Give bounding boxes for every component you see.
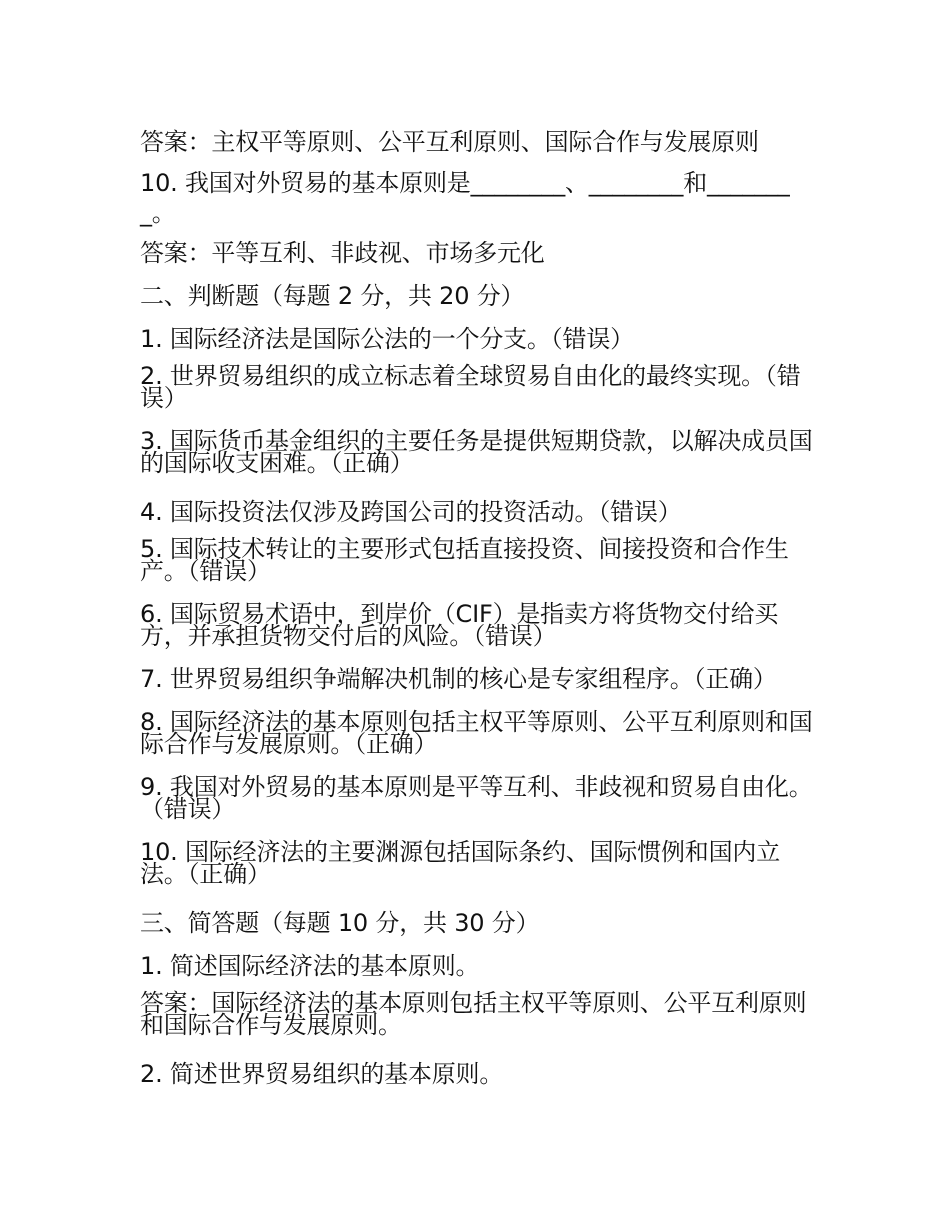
true-false-item-2: 2. 世界贸易组织的成立标志着全球贸易自由化的最终实现。（错误）: [140, 362, 801, 412]
document-body: [140, 125, 820, 1100]
true-false-item-1: 1. 国际经济法是国际公法的一个分支。（错误）: [140, 325, 634, 353]
short-answer-question-1: 1. 简述国际经济法的基本原则。: [140, 952, 480, 980]
true-false-item-5: 5. 国际技术转让的主要形式包括直接投资、间接投资和合作生产。（错误）: [140, 535, 789, 585]
short-answer-answer-1: 答案：国际经济法的基本原则包括主权平等原则、公平互利原则和国际合作与发展原则。: [140, 989, 807, 1039]
section-heading-true-false: 二、判断题（每题 2 分，共 20 分）: [140, 282, 525, 310]
true-false-item-6: 6. 国际贸易术语中，到岸价（CIF）是指卖方将货物交付给买方，并承担货物交付后的风险。（错误）: [140, 600, 779, 650]
true-false-item-10: 10. 国际经济法的主要渊源包括国际条约、国际惯例和国内立法。（正确）: [140, 838, 780, 888]
true-false-item-3: 3. 国际货币基金组织的主要任务是提供短期贷款，以解决成员国的国际收支困难。（正确）: [140, 427, 813, 477]
question-fill-blank-10: 10. 我国对外贸易的基本原则是________、________和________。: [140, 169, 790, 227]
section-heading-short-answer: 三、简答题（每题 10 分，共 30 分）: [140, 909, 540, 937]
true-false-item-8: 8. 国际经济法的基本原则包括主权平等原则、公平互利原则和国际合作与发展原则。（正确）: [140, 708, 813, 758]
true-false-item-7: 7. 世界贸易组织争端解决机制的核心是专家组程序。（正确）: [140, 665, 777, 693]
answer-line-q9: 答案：主权平等原则、公平互利原则、国际合作与发展原则: [140, 128, 759, 156]
answer-line-q10: 答案：平等互利、非歧视、市场多元化: [140, 239, 545, 267]
true-false-item-9: 9. 我国对外贸易的基本原则是平等互利、非歧视和贸易自由化。（错误）: [140, 773, 813, 823]
true-false-item-4: 4. 国际投资法仅涉及跨国公司的投资活动。（错误）: [140, 498, 682, 526]
short-answer-question-2: 2. 简述世界贸易组织的基本原则。: [140, 1060, 504, 1088]
